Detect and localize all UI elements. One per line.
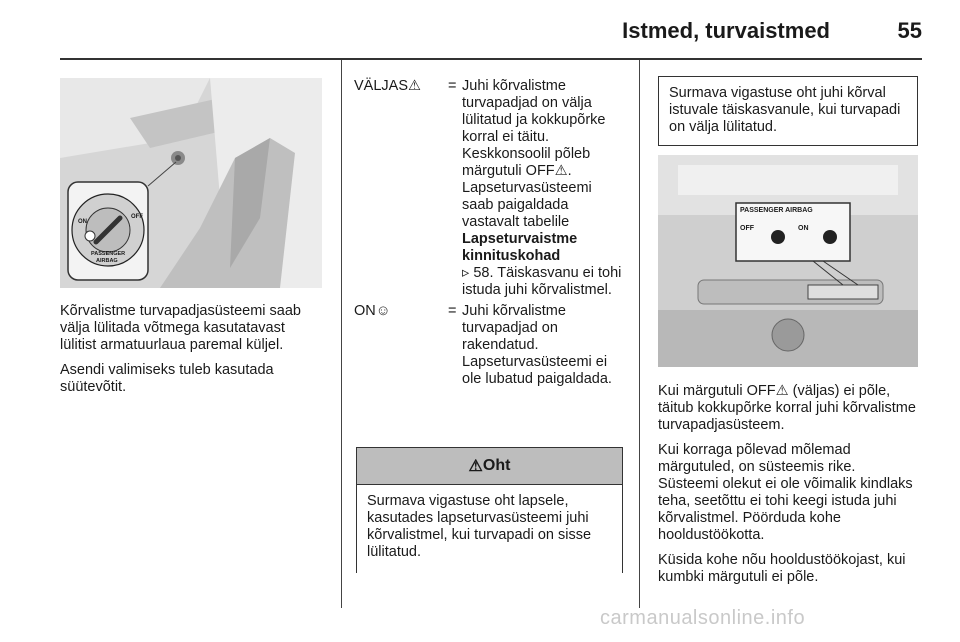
page-header-title: Istmed, turvaistmed bbox=[622, 18, 830, 43]
state-description-off: Juhi kõrvalistme turvapadjad on välja lülitatud ja kokkupõrke korral ei täitu. Keskkonsoolil põleb märgutuli OFF⚠. Lapseturvasüsteemi saab paigaldada vastavalt tabelile Lapseturvaistme kinnituskohad ▹ 58. Täiskasvanu ei tohi istuda juhi kõrvalistmel. bbox=[462, 78, 622, 298]
state-term-on: ON bbox=[354, 303, 376, 319]
figure-label-passenger: PASSENGER bbox=[91, 251, 126, 257]
left-column-text bbox=[60, 303, 322, 404]
warning-box bbox=[356, 447, 623, 573]
column-divider-1 bbox=[341, 60, 342, 608]
airbag-state-table bbox=[354, 78, 624, 388]
figure-label-on: ON bbox=[78, 219, 87, 225]
right-column-text bbox=[658, 383, 918, 594]
state-term-off: VÄLJAS bbox=[354, 78, 408, 94]
state-description-on: Juhi kõrvalistme turvapadjad on rakendatud. Lapseturvasüsteemi ei ole lubatud paigaldada. bbox=[462, 303, 612, 387]
warning-triangle-icon: ⚠ bbox=[468, 458, 483, 475]
equals-sign: = bbox=[448, 303, 457, 319]
warning-text: Surmava vigastuse oht lapsele, kasutades lapseturvasüsteemi juhi kõrvalistmel, kui turvapadi on sisse lülitatud. bbox=[367, 493, 592, 560]
figure-label-on: ON bbox=[798, 225, 809, 232]
paragraph: Kõrvalistme turvapadjasüsteemi saab välja lülitada võtmega kasutatavast lülitist armatuurlaua paremal küljel. bbox=[60, 303, 301, 353]
airbag-off-icon: ⚠ bbox=[408, 78, 421, 94]
paragraph: Kui korraga põlevad mõlemad märgutuled, on süsteemis rike. Süsteemi olekut ei ole võimalik kindlaks teha, seetõttu ei tohi keegi istuda juhi kõrvalistmel. Pöörduda kohe hooldustöökotta. bbox=[658, 442, 913, 543]
airbag-off-icon: ⚠ bbox=[775, 383, 789, 399]
watermark: carmanualsonline.info bbox=[600, 607, 806, 629]
paragraph: Kui märgutuli OFF⚠ (väljas) ei põle, täitub kokkupõrke korral juhi kõrvalistme turvapadjasüsteem. bbox=[658, 383, 916, 433]
figure-label-off: OFF bbox=[131, 214, 143, 220]
header-rule bbox=[60, 58, 922, 60]
warning-heading: ⚠ Oht bbox=[357, 448, 622, 485]
airbag-switch-figure bbox=[60, 78, 322, 288]
console-illustration bbox=[658, 155, 918, 367]
paragraph: Asendi valimiseks tuleb kasutada süütevõtit. bbox=[60, 362, 274, 395]
danger-info-box: Surmava vigastuse oht juhi kõrval istuvale täiskasvanule, kui turvapadi on välja lülitatud. bbox=[658, 76, 918, 146]
figure-label-off: OFF bbox=[740, 225, 754, 232]
console-indicator-figure bbox=[658, 155, 918, 367]
page-ref-arrow-icon: ▹ bbox=[462, 265, 470, 281]
page-number: 55 bbox=[897, 18, 922, 43]
equals-sign: = bbox=[448, 78, 457, 94]
figure-label-airbag: AIRBAG bbox=[96, 258, 118, 264]
airbag-off-icon: ⚠ bbox=[554, 163, 568, 179]
figure-label-title: PASSENGER AIRBAG bbox=[740, 207, 813, 214]
airbag-on-icon: ☺ bbox=[375, 303, 391, 319]
column-divider-2 bbox=[639, 60, 640, 608]
table-row bbox=[354, 78, 624, 299]
table-row bbox=[354, 303, 624, 388]
cross-reference-link[interactable]: Lapseturvaistme kinnituskohad bbox=[462, 231, 578, 264]
paragraph: Küsida kohe nõu hooldustöökojast, kui kumbki märgutuli ei põle. bbox=[658, 552, 906, 585]
